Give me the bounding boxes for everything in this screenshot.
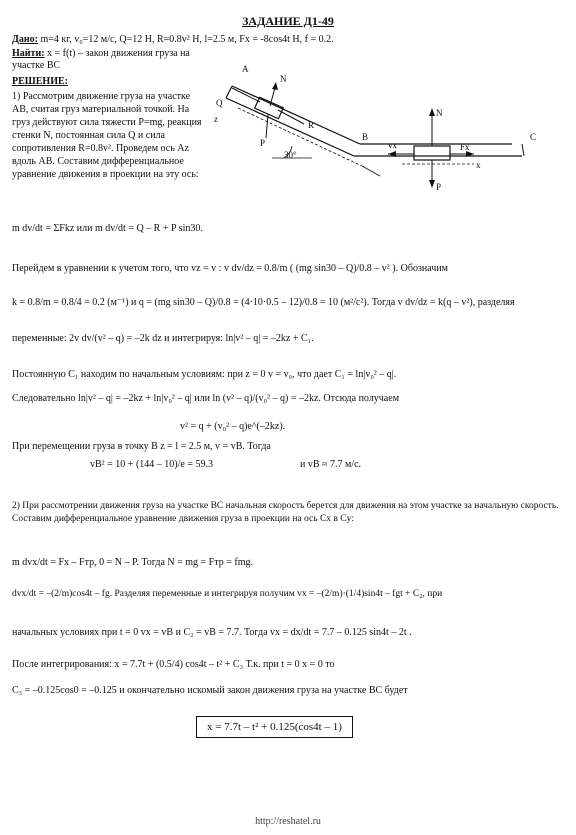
answer-formula: x = 7.7t – t² + 0.125(cos4t – 1) — [207, 721, 342, 733]
equation-6a: vB² = 10 + (144 – 10)/e = 59.3 — [90, 459, 213, 470]
label-q: Q — [216, 98, 223, 108]
label-p: P — [260, 138, 266, 148]
solution-label: РЕШЕНИЕ: — [12, 76, 68, 87]
label-x: x — [476, 160, 481, 170]
label-n2: N — [436, 108, 443, 118]
paragraph-2: Перейдем в уравнении к учетом того, что vz = v : v dv/dz = 0.8/m ( (mg sin30 – Q)/0.8 – v² ). Обозначим — [12, 263, 448, 274]
paragraph-4: При перемещении груза в точку B z = l = 2.5 м, v = vB. Тогда — [12, 441, 271, 452]
equation-2: k = 0.8/m = 0.8/4 = 0.2 (м⁻¹) и q = (mg sin30 – Q)/0.8 = (4·10·0.5 – 12)/0.8 = 10 (м²/с²). Тогда v dv/dz = k(q – v²), разделяя — [12, 297, 515, 308]
equation-7: m dvx/dt = Fx – Fтр, 0 = N – P. Тогда N = mg = Fтр = fmg. — [12, 557, 253, 568]
equation-3: переменные: 2v dv/(v² – q) = –2k dz и интегрируя: ln|v² – q| = –2kz + C₁. — [12, 333, 314, 344]
label-b: B — [362, 132, 369, 142]
given-text: m=4 кг, v₀=12 м/с, Q=12 Н, R=0.8v² Н, l=2.5 м, Fx = -8cos4t Н, f = 0.2. — [40, 34, 334, 45]
label-fx: Fx — [460, 142, 470, 152]
mechanics-figure — [212, 58, 566, 194]
equation-5: v² = q + (v₀² – q)e^(–2kz). — [180, 421, 286, 432]
equation-9: После интегрирования: x = 7.7t + (0.5/4) cos4t – t² + C₃ Т.к. при t = 0 x = 0 то — [12, 659, 335, 670]
label-n1: N — [280, 74, 287, 84]
footer-url[interactable]: http://reshatel.ru — [255, 816, 321, 827]
paragraph-3: Постоянную C₁ находим по начальным условиям: при z = 0 v = v₀, что дает C₁ = ln|v₀² – q|. — [12, 369, 397, 380]
equation-4: Следовательно ln|v² – q| = –2kz + ln|v₀² – q| или ln (v² – q)/(v₀² – q) = –2kz. Отсюда получаем — [12, 393, 400, 404]
answer-box — [196, 716, 353, 738]
paragraph-5: 2) При рассмотрении движения груза на участке BC начальная скорость берется для движения на этом участке за начальную скорость. Составим дифференциальное уравнение движения груза в проекции на ось Cx в Cy: — [12, 501, 559, 524]
given-label: Дано: — [12, 34, 38, 45]
paragraph-1: 1) Рассмотрим движение груза на участке AB, считая груз материальной точкой. На груз действуют сила тяжести P=mg, реакция стенки N, постоянная сила Q и сила сопротивления R=0.8v². Проведем ось Az вдоль AB. Составим дифференциальное уравнение движения в проекции на эту ось: — [12, 91, 202, 180]
label-r: R — [308, 120, 315, 130]
equation-8a: dvx/dt = –(2/m)cos4t – fg. Разделяя переменные и интегрируя получим vx = –(2/m)·(1/4)sin4t – fgt + C₂, при — [12, 589, 443, 599]
find-line — [12, 48, 212, 72]
equation-1: m dv/dt = ΣFkz или m dv/dt = Q – R + P sin30. — [12, 223, 203, 234]
label-angle: 30° — [284, 150, 297, 160]
label-a: A — [242, 64, 249, 74]
find-label: Найти: — [12, 48, 45, 59]
find-text: x = f(t) – закон движения груза на участке BC — [12, 48, 190, 71]
label-c: C — [530, 132, 537, 142]
label-vx: vx — [388, 140, 397, 150]
equation-10: C₃ = –0.125cos0 = –0.125 и окончательно искомый закон движения груза на участке BC будет — [12, 685, 408, 696]
label-p2: P — [436, 182, 442, 192]
document-title: ЗАДАНИЕ Д1-49 — [242, 14, 334, 28]
solution-heading — [12, 76, 68, 88]
equation-6b: и vB ≈ 7.7 м/с. — [300, 459, 362, 470]
label-z: z — [214, 114, 218, 124]
given-line — [12, 34, 334, 46]
equation-8b: начальных условиях при t = 0 vx = vB и C₂ = vB = 7.7. Тогда vx = dx/dt = 7.7 – 0.125 sin4t – 2t . — [12, 627, 412, 638]
